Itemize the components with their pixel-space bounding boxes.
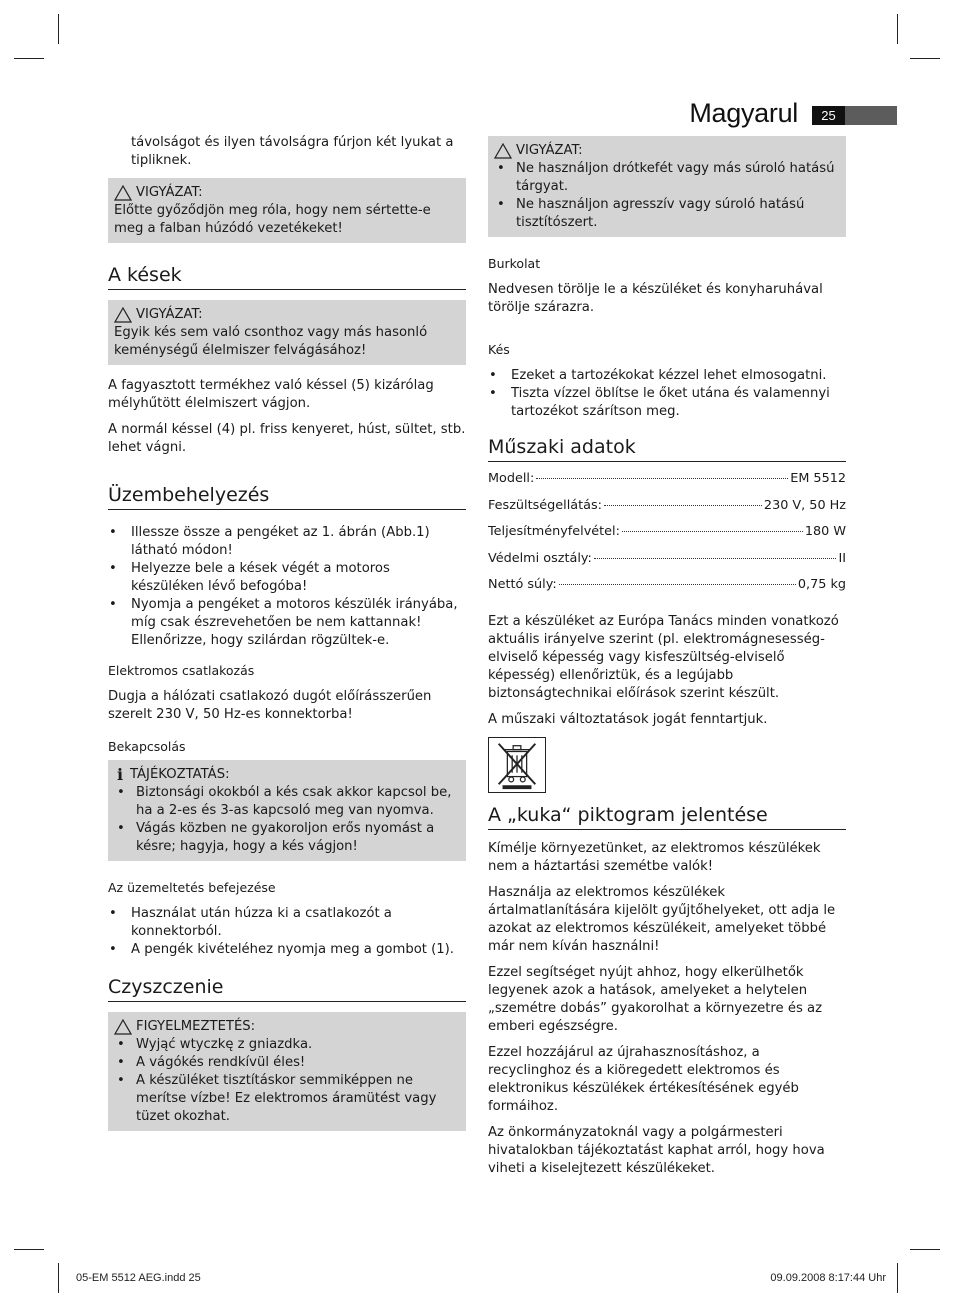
subheading-switch-on: Bekapcsolás [108,739,186,754]
list-item: • A készüléket tisztításkor semmiképpen ne merítse vízbe! Ez elektromos áramütést vagy tüzet okozhat. [114,1072,460,1126]
warning-title: VIGYÁZAT: [136,307,203,322]
warning-text: Egyik kés sem való csonthoz vagy más hasonló keménységű élelmiszer felvágásához! [114,325,428,358]
subheading-knife: Kés [488,342,510,357]
right-column [488,136,846,1186]
crop-mark [14,1249,44,1250]
bin-paragraph: Kímélje környezetünket, az elektromos készülékek nem a háztartási szemétbe valók! [488,840,821,874]
knives-paragraph: A normál késsel (4) pl. friss kenyeret, húst, sültet, stb. lehet vágni. [108,422,466,455]
spec-label: Teljesítményfelvétel: [488,524,620,539]
crop-mark [897,1263,898,1293]
spec-row [488,497,846,524]
bin-paragraph: Az önkormányzatoknál vagy a polgármesteri hivatalokban tájékoztatást kaphat arról, hogy hova viheti a kiselejtezett készülékeket. [488,1124,825,1176]
intro-text: távolságot és ilyen távolságra fúrjon két lyukat a tipliknek. [131,135,454,168]
bin-paragraph: Ezzel segítséget nyújt ahhoz, hogy elkerülhetők legyenek azok a hatások, amelyeket a helytelen „szemétre dobás” gyakorolhat a környezetre és az emberi egészségre. [488,964,823,1034]
list-item: • Wyjąć wtyczkę z gniazdka. [114,1036,460,1054]
crop-mark [58,14,59,44]
section-heading-knives: A kések [108,263,466,290]
warning-triangle-icon [114,307,132,323]
list-item: • A vágókés rendkívül éles! [114,1054,460,1072]
list-item: • Ne használjon drótkefét vagy más súroló hatású tárgyat. [494,160,840,196]
bin-paragraph: Használja az elektromos készülékek ártalmatlanítására kijelölt gyűjtőhelyeket, ott adja le azokat az elektromos készülékeit, amelyeket többé már nem kíván használni! [488,884,836,954]
warning-triangle-icon [114,1019,132,1035]
subheading-housing: Burkolat [488,256,541,271]
spec-label: Modell: [488,471,535,486]
spec-value: EM 5512 [790,471,846,486]
specs-paragraph: Ezt a készüléket az Európa Tanács minden vonatkozó aktuális irányelve szerint (pl. elektromágnesesség-elviselő képesség vagy kisfeszültség-elviselő képesség) ellenőriztük, és a legújabb biztonságtechnikai előírások szerint készült. [488,613,839,701]
list-item: • Helyezze bele a kések végét a motoros készüléken lévő befogóba! [108,560,466,596]
warning-triangle-icon [114,185,132,201]
list-item: • Biztonsági okokból a kés csak akkor kapcsol be, ha a 2-es és 3-as kapcsoló meg van nyomva. [114,784,460,820]
crop-mark [897,14,898,44]
end-operation-list [108,905,466,959]
spec-leader [559,584,796,585]
page-title: Magyarul [689,98,798,128]
warning-text: Előtte győződjön meg róla, hogy nem sértette-e meg a falban húzódó vezetékeket! [114,203,431,236]
crop-mark [14,58,44,59]
specs-paragraph: A műszaki változtatások jogát fenntartjuk. [488,711,768,727]
info-box [108,760,466,861]
warning-title: VIGYÁZAT: [136,185,203,200]
spec-row [488,576,846,603]
header-bar [845,106,897,125]
list-item: • A pengék kivételéhez nyomja meg a gombot (1). [108,941,466,959]
section-heading-operation: Üzembehelyezés [108,483,466,510]
subheading-end-operation: Az üzemeltetés befejezése [108,880,276,895]
section-heading-cleaning: Czyszczenie [108,975,466,1002]
knives-paragraph: A fagyasztott termékhez való késsel (5) kizárólag mélyhűtött élelmiszert vágjon. [108,378,434,411]
crop-mark [910,1249,940,1250]
subheading-electrical: Elektromos csatlakozás [108,663,255,678]
operation-list [108,524,466,650]
list-item: • Vágás közben ne gyakoroljon erős nyomást a késre; hagyja, hogy a kés vágjon! [114,820,460,856]
spec-value: 0,75 kg [797,577,846,592]
spec-row [488,523,846,550]
list-item: • Tiszta vízzel öblítse le őket utána és valamennyi tartozékot szárítson meg. [488,385,846,421]
warning-box [108,300,466,365]
list-item: • Ne használjon agresszív vagy súroló hatású tisztítószert. [494,196,840,232]
spec-value: II [838,550,846,566]
spec-leader [536,478,788,479]
spec-row [488,470,846,497]
spec-leader [604,505,762,506]
spec-label: Nettó súly: [488,577,557,592]
knife-list [488,367,846,421]
crop-mark [58,1263,59,1293]
info-icon: i [116,765,124,784]
spec-row [488,550,846,577]
spec-label: Védelmi osztály: [488,550,592,566]
electrical-text: Dugja a hálózati csatlakozó dugót előírásszerűen szerelt 230 V, 50 Hz-es konnektorba! [108,689,432,722]
spec-value: 230 V, 50 Hz [763,497,846,513]
list-item: • Használat után húzza ki a csatlakozót a konnektorból. [108,905,466,941]
section-heading-bin: A „kuka“ piktogram jelentése [488,803,846,830]
warning-title: VIGYÁZAT: [516,143,583,158]
footer-timestamp: 09.09.2008 8:17:44 Uhr [770,1272,886,1284]
page-number: 25 [812,106,845,125]
list-item: • Illessze össze a pengéket az 1. ábrán (Abb.1) látható módon! [108,524,466,560]
specs-table [488,470,846,603]
list-item: • Nyomja a pengéket a motoros készülék irányába, míg csak észrevehetően be nem kattannak! Ellenőrizze, hogy szilárdan rögzültek-e. [108,596,466,650]
info-title: TÁJÉKOZTATÁS: [130,767,230,782]
left-column [108,134,466,1143]
crossed-out-bin-icon [488,737,546,793]
bin-paragraph: Ezzel hozzájárul az újrahasznosításhoz, a recyclinghoz és a kiöregedett elektromos és elektronikus készülékek értékesítésének egyéb formáihoz. [488,1044,799,1114]
section-heading-specs: Műszaki adatok [488,435,846,462]
spec-leader [622,531,803,532]
crop-mark [910,58,940,59]
list-item: • Ezeket a tartozékokat kézzel lehet elmosogatni. [488,367,846,385]
spec-leader [594,558,837,559]
warning-triangle-icon [494,143,512,159]
spec-label: Feszültségellátás: [488,497,602,513]
spec-value: 180 W [804,524,846,539]
footer-file-info: 05-EM 5512 AEG.indd 25 [76,1272,201,1284]
warning-box [488,136,846,237]
warning-box [108,1012,466,1131]
warning-title: FIGYELMEZTETÉS: [136,1019,256,1034]
housing-text: Nedvesen törölje le a készüléket és konyharuhával törölje szárazra. [488,282,823,315]
warning-box [108,178,466,243]
